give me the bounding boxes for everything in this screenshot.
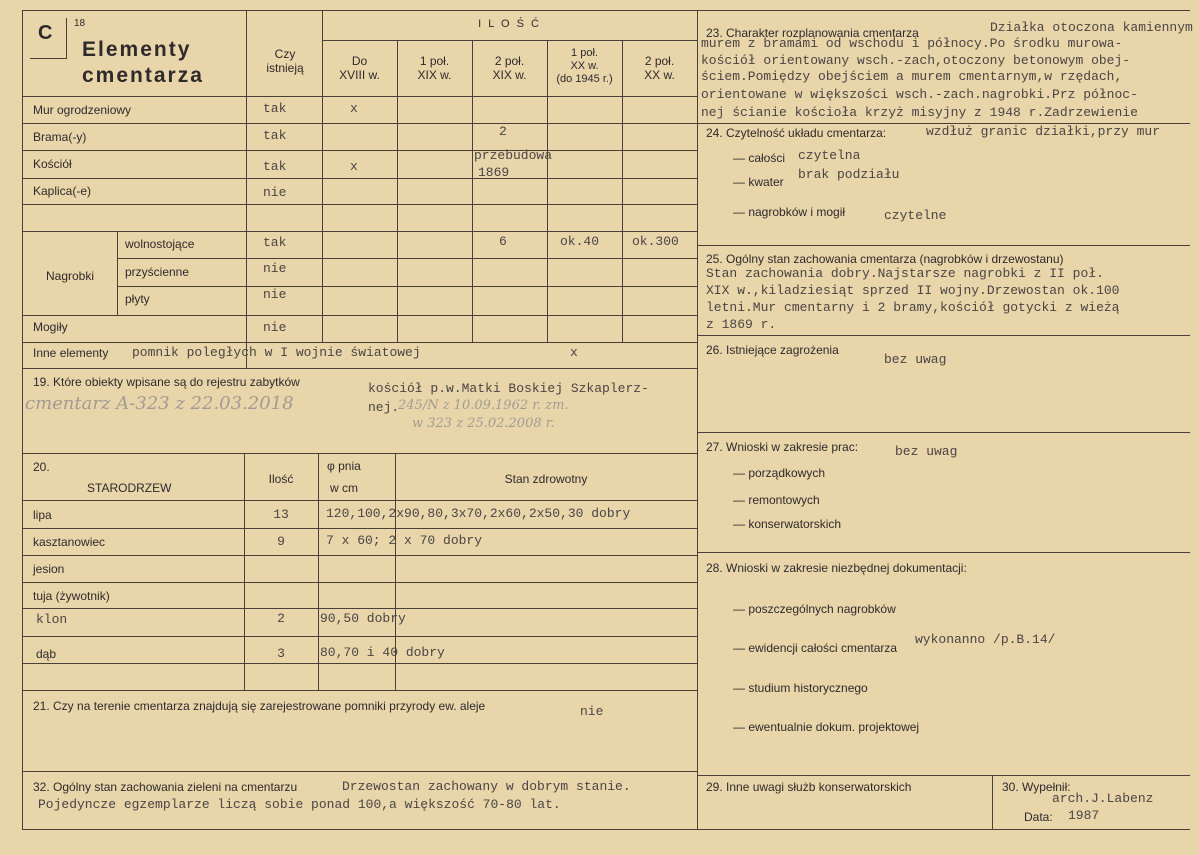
q29-q30-divider <box>992 775 993 830</box>
row-exists-mur: tak <box>263 101 287 116</box>
q28-item: — studium historycznego <box>733 681 868 695</box>
tree-name: klon <box>36 612 68 627</box>
trees-head-state: Stan zdrowotny <box>504 472 588 486</box>
col-header-4: 1 poł. XX w. (do 1945 r.) <box>556 47 613 85</box>
nagrobki-wolnostojace-c3: 6 <box>499 234 507 249</box>
row-label-brama: Brama(-y) <box>33 130 87 144</box>
q25-line: letni.Mur cmentarny i 2 bramy,kościół gotycki z wieżą <box>706 300 1120 315</box>
col-line-3 <box>397 40 398 342</box>
header-ilosc-line <box>322 40 697 41</box>
q28-label: 28. Wnioski w zakresie niezbędnej dokumentacji: <box>706 561 967 575</box>
q30-label: 30. Wypełnił: <box>1002 780 1071 794</box>
section-line <box>22 771 697 772</box>
row-line <box>22 582 697 583</box>
nagrobki-wolnostojace: wolnostojące <box>125 237 195 251</box>
q27-item: — konserwatorskich <box>733 517 842 531</box>
q19-handwritten-2: 245/N z 10.09.1962 r. zm. <box>398 398 569 413</box>
trees-num: 20. <box>33 460 50 474</box>
trees-head-name: STARODRZEW <box>87 481 172 495</box>
section-number: 18 <box>74 18 86 29</box>
ilosc-header: I L O Ś Ć <box>478 18 541 30</box>
row-line <box>22 204 697 205</box>
row-line <box>22 315 697 316</box>
title-line-2: cmentarza <box>82 64 204 87</box>
q24-label: 24. Czytelność układu cmentarza: <box>706 126 887 140</box>
row-exists-kaplica: nie <box>263 185 287 200</box>
q24-item-label: — całości <box>733 151 786 165</box>
q27-label: 27. Wnioski w zakresie prac: <box>706 440 859 454</box>
q27-item: — remontowych <box>733 493 820 507</box>
row-note-kosciol: przebudowa <box>474 148 553 163</box>
col-header-3: 2 poł. XIX w. <box>492 54 527 82</box>
trees-col <box>318 453 319 690</box>
q19-typed-1: kościół p.w.Matki Boskiej Szkaplerz- <box>368 381 649 396</box>
q26-label: 26. Istniejące zagrożenia <box>706 343 839 357</box>
q23-line: murem z bramami od wschodu i północy.Po środku murowa- <box>701 36 1123 51</box>
row-label-mur: Mur ogrodzeniowy <box>33 103 132 117</box>
nagrobki-plyty-exists: nie <box>263 287 287 302</box>
frame-bottom <box>22 829 1190 830</box>
header-bottom <box>22 96 697 97</box>
q24-item-label: — nagrobków i mogił <box>733 205 846 219</box>
section-line <box>697 335 1190 336</box>
row-line <box>22 178 697 179</box>
q28-item: — ewidencji całości cmentarza <box>733 641 898 655</box>
trees-head-qty: Ilość <box>268 472 294 486</box>
tree-qty: 2 <box>277 611 285 626</box>
q22-typed-2: Pojedyncze egzemplarze liczą sobie ponad 100,a większość 70-80 lat. <box>38 797 561 812</box>
tree-qty: 3 <box>277 646 285 661</box>
row-count-brama: 2 <box>499 124 507 139</box>
row-label-kaplica: Kaplica(-e) <box>33 184 92 198</box>
frame-top <box>22 10 1190 11</box>
section-line <box>697 552 1190 553</box>
title-line-1: Elementy <box>82 38 192 61</box>
q25-line: Stan zachowania dobry.Najstarsze nagrobki z II poł. <box>706 266 1104 281</box>
q23-line: Działka otoczona kamiennym <box>990 20 1193 35</box>
q30-date: 1987 <box>1068 808 1100 823</box>
q22-label: 32. Ogólny stan zachowania zieleni na cmentarzu <box>33 780 298 794</box>
q21-label: 21. Czy na terenie cmentarza znajdują się zarejestrowane pomniki przyrody ew. aleje <box>33 699 486 713</box>
row-line <box>22 555 697 556</box>
nagrobki-split <box>117 231 118 315</box>
q27-value: bez uwag <box>895 444 958 459</box>
row-line <box>22 528 697 529</box>
section-line <box>697 775 1190 776</box>
row-mark-mur: x <box>350 101 358 116</box>
nagrobki-przyscienne: przyścienne <box>125 265 190 279</box>
tree-name: kasztanowiec <box>33 535 106 549</box>
row-line <box>22 123 697 124</box>
q23-line: orientowane w większości wsch.-zach.nagrobki.Prz północ- <box>701 87 1138 102</box>
tree-name: lipa <box>33 508 52 522</box>
q24-item-value: brak podziału <box>798 167 900 182</box>
nagrobki-wolnostojace-exists: tak <box>263 235 287 250</box>
q23-line: nej ścianie kościoła krzyż misyjny z 1948 r.Zadrzewienie <box>701 105 1138 120</box>
q24-item-value: czytelne <box>884 208 947 223</box>
q23-line: kościół orientowany wsch.-zach,otoczony betonowym obej- <box>701 53 1131 68</box>
inne-mark: x <box>570 345 578 360</box>
tree-values: 120,100,2x90,80,3x70,2x60,2x50,30 dobry <box>326 506 631 521</box>
row-line <box>117 258 697 259</box>
row-line <box>22 663 697 664</box>
q25-line: z 1869 r. <box>706 317 777 332</box>
mogily-exists: nie <box>263 320 287 335</box>
q22-typed-1: Drzewostan zachowany w dobrym stanie. <box>342 779 631 794</box>
letter-box-right <box>66 18 67 58</box>
row-line <box>22 608 697 609</box>
q19-handwritten-3: w 323 z 25.02.2008 r. <box>412 416 555 431</box>
col-header-2: 1 poł. XIX w. <box>417 54 452 82</box>
tree-values: 7 x 60; 2 x 70 dobry <box>326 533 483 548</box>
tree-values: 80,70 i 40 dobry <box>320 645 445 660</box>
row-line <box>22 342 697 343</box>
letter-box-bottom <box>30 58 67 59</box>
nagrobki-label: Nagrobki <box>46 269 95 283</box>
trees-bottom <box>22 690 697 691</box>
inne-text: pomnik poległych w I wojnie światowej <box>132 345 421 360</box>
tree-name: tuja (żywotnik) <box>33 589 110 603</box>
column-divider <box>697 10 698 830</box>
q26-value: bez uwag <box>884 352 947 367</box>
row-line <box>117 286 697 287</box>
row-line <box>22 231 697 232</box>
q19-handwritten-1: cmentarz A-323 z 22.03.2018 <box>25 393 294 414</box>
q30-filled-by: arch.J.Labenz <box>1052 791 1154 806</box>
q24-item-label: — kwater <box>733 175 784 189</box>
section-line <box>22 368 697 369</box>
q27-item: — porządkowych <box>733 466 826 480</box>
trees-head-bottom <box>22 500 697 501</box>
row-mark-kosciol: x <box>350 159 358 174</box>
q25-line: XIX w.,kiladziesiąt sprzed II wojny.Drzewostan ok.100 <box>706 283 1120 298</box>
row-note2-kosciol: 1869 <box>478 165 510 180</box>
q29-label: 29. Inne uwagi służb konserwatorskich <box>706 780 912 794</box>
q28-item-value: wykonanno /p.B.14/ <box>915 632 1056 647</box>
trees-head-dia-2: w cm <box>330 481 358 495</box>
q21-answer: nie <box>580 704 604 719</box>
section-line <box>697 245 1190 246</box>
row-exists-brama: tak <box>263 128 287 143</box>
q25-label: 25. Ogólny stan zachowania cmentarza (nagrobków i drzewostanu) <box>706 252 1064 266</box>
tree-name: dąb <box>36 647 57 661</box>
col-exists-header: Czy istnieją <box>266 47 304 75</box>
nagrobki-wolnostojace-c4: ok.40 <box>560 234 600 249</box>
q23-label: 23. Charakter rozplanowania cmentarza <box>706 26 919 40</box>
col-line-4 <box>472 40 473 342</box>
nagrobki-wolnostojace-c5: ok.300 <box>632 234 679 249</box>
trees-top <box>22 453 697 454</box>
tree-name: jesion <box>33 562 65 576</box>
frame-left <box>22 10 23 830</box>
row-label-kosciol: Kościół <box>33 157 72 171</box>
mogily-label: Mogiły <box>33 320 68 334</box>
inne-label: Inne elementy <box>33 346 109 360</box>
section-line <box>697 432 1190 433</box>
q19-typed-2: nej. <box>368 400 400 415</box>
row-exists-kosciol: tak <box>263 159 287 174</box>
row-line <box>22 150 697 151</box>
q28-item: — ewentualnie dokum. projektowej <box>733 720 920 734</box>
q24-continuation: wzdłuż granic działki,przy mur <box>926 124 1161 139</box>
q30-date-label: Data: <box>1024 810 1053 824</box>
tree-values: 90,50 dobry <box>320 611 406 626</box>
nagrobki-przyscienne-exists: nie <box>263 261 287 276</box>
tree-qty: 13 <box>273 507 289 522</box>
nagrobki-plyty: płyty <box>125 292 150 306</box>
section-letter: C <box>38 22 55 44</box>
q28-item: — poszczególnych nagrobków <box>733 602 896 616</box>
col-header-5: 2 poł. XX w. <box>644 54 675 82</box>
trees-head-dia-1: φ pnia <box>327 459 361 473</box>
tree-qty: 9 <box>277 534 285 549</box>
col-line-6 <box>622 40 623 342</box>
q24-item-value: czytelna <box>798 148 861 163</box>
q23-line: ściem.Pomiędzy obejściem a murem cmentarnym,w rzędach, <box>701 69 1123 84</box>
col-header-1: Do XVIII w. <box>339 54 380 82</box>
row-line <box>22 636 697 637</box>
q19-label: 19. Które obiekty wpisane są do rejestru zabytków <box>33 375 300 389</box>
